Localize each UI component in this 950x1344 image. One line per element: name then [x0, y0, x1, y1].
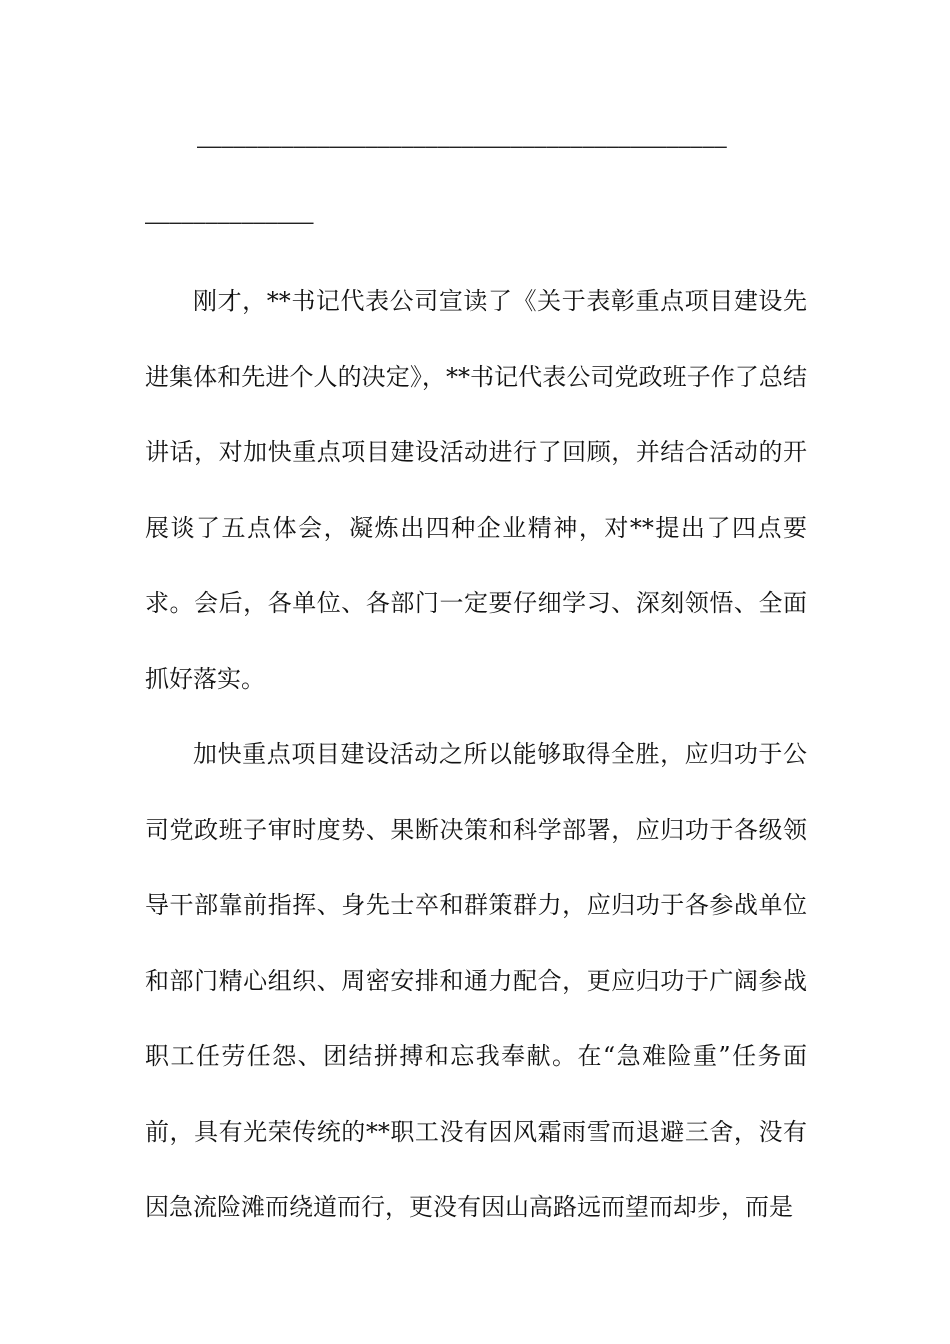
separator-line-1: ———————————————————————————————————————————— [197, 136, 727, 156]
paragraph-2: 加快重点项目建设活动之所以能够取得全胜，应归功于公司党政班子审时度势、果断决策和科学部署，应归功于各级领导干部靠前指挥、身先士卒和群策群力，应归功于各参战单位和部门精心组织、周密安排和通力配合，更应归功于广阔参战职工任劳任怨、团结拼搏和忘我奉献。在“急难险重”任务面前，具有光荣传统的**职工没有因风霜雨雪而退避三舍，没有因急流险滩而绕道而行，更没有因山高路远而望而却步，而是 [145, 740, 807, 1221]
separator-line-2: —————————————— [145, 212, 314, 232]
paragraph-1: 刚才，**书记代表公司宣读了《关于表彰重点项目建设先进集体和先进个人的决定》，**书记代表公司党政班子作了总结讲话，对加快重点项目建设活动进行了回顾，并结合活动的开展谈了五点体会，凝炼出四种企业精神，对**提出了四点要求。会后，各单位、各部门一定要仔细学习、深刻领悟、全面抓好落实。 [145, 287, 807, 693]
